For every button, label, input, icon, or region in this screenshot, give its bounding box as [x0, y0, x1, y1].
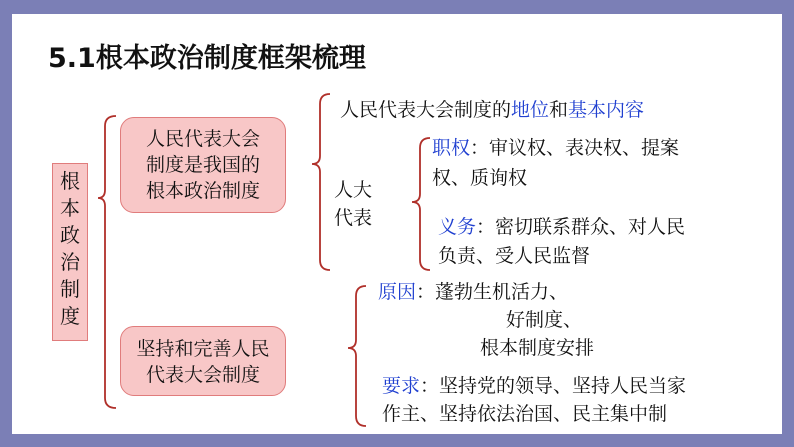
requirements-line2: 作主、坚持依法治国、民主集中制 [382, 403, 668, 425]
reasons-line1 [378, 278, 568, 306]
status-line [340, 96, 644, 124]
obligations-label: 义务 [438, 216, 477, 238]
slide [12, 14, 782, 434]
duties-label: 职权 [432, 137, 471, 159]
root-char: 政 [60, 223, 80, 247]
reasons-label: 原因 [378, 281, 417, 303]
npc-label-line1: 人大 [334, 179, 373, 201]
box-line: 代表大会制度 [145, 364, 260, 386]
bracket-box-a [312, 94, 330, 270]
bracket-box-b [348, 286, 366, 426]
concept-box-uphold [120, 326, 286, 396]
box-line: 坚持和完善人民 [136, 338, 270, 360]
root-char: 制 [60, 277, 80, 301]
status-prefix: 人民代表大会制度的 [340, 99, 512, 121]
obligations-line1 [438, 213, 685, 241]
bracket-root [98, 116, 116, 408]
reasons-text: ：蓬勃生机活力、 [416, 281, 569, 303]
status-highlight-content: 基本内容 [568, 99, 645, 121]
root-concept-box [52, 163, 88, 341]
root-char: 根 [60, 169, 80, 193]
npc-label-line2: 代表 [334, 207, 373, 229]
status-highlight-position: 地位 [511, 99, 550, 121]
status-mid: 和 [549, 99, 569, 121]
root-char: 治 [60, 250, 80, 274]
duties-line2: 权、质询权 [432, 167, 528, 189]
obligations-text: ：密切联系群众、对人民 [476, 216, 686, 238]
box-line: 根本政治制度 [145, 180, 260, 202]
obligations-line2: 负责、受人民监督 [438, 245, 591, 267]
concept-box-npc-system [120, 117, 286, 213]
duties-text: ：审议权、表决权、提案 [470, 137, 680, 159]
box-line: 制度是我国的 [145, 154, 260, 176]
bracket-npc [412, 138, 430, 270]
reasons-line2: 好制度、 [506, 309, 583, 331]
requirements-label: 要求 [382, 375, 421, 397]
requirements-line1 [382, 372, 686, 400]
root-char: 本 [60, 196, 80, 220]
duties-line1 [432, 134, 679, 162]
page-title: 5.1根本政治制度框架梳理 [48, 43, 366, 74]
box-line: 人民代表大会 [145, 128, 260, 150]
root-char: 度 [60, 304, 80, 328]
reasons-line3: 根本制度安排 [480, 337, 595, 359]
requirements-text: ：坚持党的领导、坚持人民当家 [420, 375, 687, 397]
